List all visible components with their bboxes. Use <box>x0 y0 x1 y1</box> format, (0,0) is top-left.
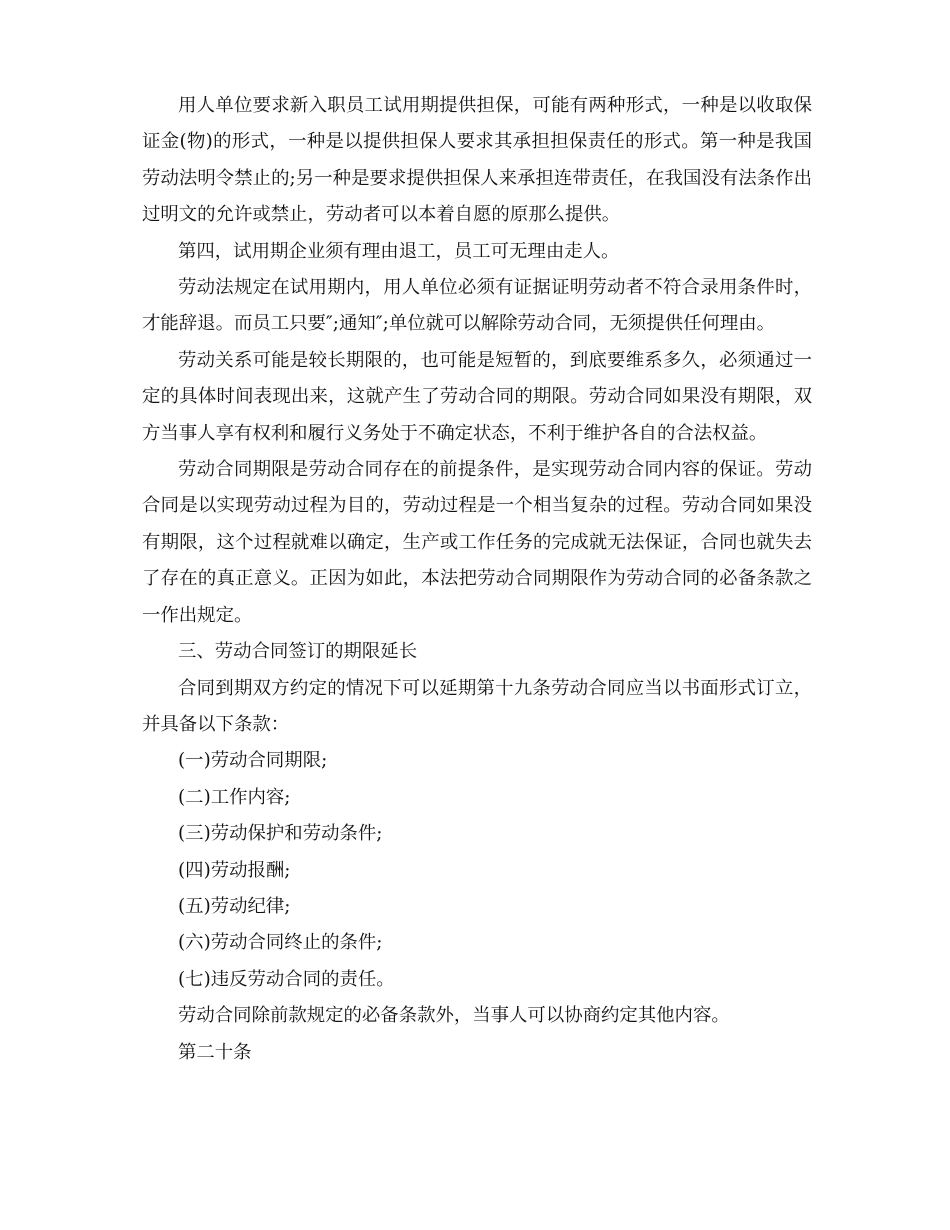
paragraph-other-terms: 劳动合同除前款规定的必备条款外，当事人可以协商约定其他内容。 <box>178 1005 730 1027</box>
paragraph-contract-term-importance: 劳动合同期限是劳动合同存在的前提条件，是实现劳动合同内容的保证。劳动合同是以实现劳动过程为目的，劳动过程是一个相当复杂的过程。劳动合同如果没有期限，这个过程就难以确定，生产或工作任务的完成就无法保证，合同也就失去了存在的真正意义。正因为如此，本法把劳动合同期限作为劳动合同的必备条款之一作出规定。 <box>142 459 812 626</box>
list-item-remuneration: (四)劳动报酬; <box>178 859 291 881</box>
list-item-labor-protection: (三)劳动保护和劳动条件; <box>178 823 383 845</box>
article-20-heading: 第二十条 <box>178 1041 252 1063</box>
list-item-discipline: (五)劳动纪律; <box>178 895 291 917</box>
paragraph-guarantee-forms: 用人单位要求新入职员工试用期提供担保，可能有两种形式，一种是以收取保证金(物)的形式，一种是以提供担保人要求其承担担保责任的形式。第一种是我国劳动法明令禁止的;另一种是要求提供担保人来承担连带责任，在我国没有法条作出过明文的允许或禁止，劳动者可以本着自愿的原那么提供。 <box>142 95 812 226</box>
list-item-breach-liability: (七)违反劳动合同的责任。 <box>178 968 395 990</box>
list-item-work-content: (二)工作内容; <box>178 786 291 808</box>
list-item-contract-term: (一)劳动合同期限; <box>178 750 328 772</box>
paragraph-article-19: 合同到期双方约定的情况下可以延期第十九条劳动合同应当以书面形式订立，并具备以下条款： <box>142 677 812 735</box>
paragraph-fourth-point: 第四，试用期企业须有理由退工，员工可无理由走人。 <box>178 240 620 262</box>
paragraph-probation-dismissal: 劳动法规定在试用期内，用人单位必须有证据证明劳动者不符合录用条件时，才能辞退。而员工只要″;通知″;单位就可以解除劳动合同，无须提供任何理由。 <box>142 277 812 335</box>
document-body <box>142 88 812 1071</box>
paragraph-contract-term-origin: 劳动关系可能是较长期限的，也可能是短暂的，到底要维系多久，必须通过一定的具体时间表现出来，这就产生了劳动合同的期限。劳动合同如果没有期限，双方当事人享有权利和履行义务处于不确定状态，不利于维护各自的合法权益。 <box>142 349 812 444</box>
list-item-termination-conditions: (六)劳动合同终止的条件; <box>178 932 383 954</box>
section-heading-term-extension: 三、劳动合同签订的期限延长 <box>178 641 418 663</box>
